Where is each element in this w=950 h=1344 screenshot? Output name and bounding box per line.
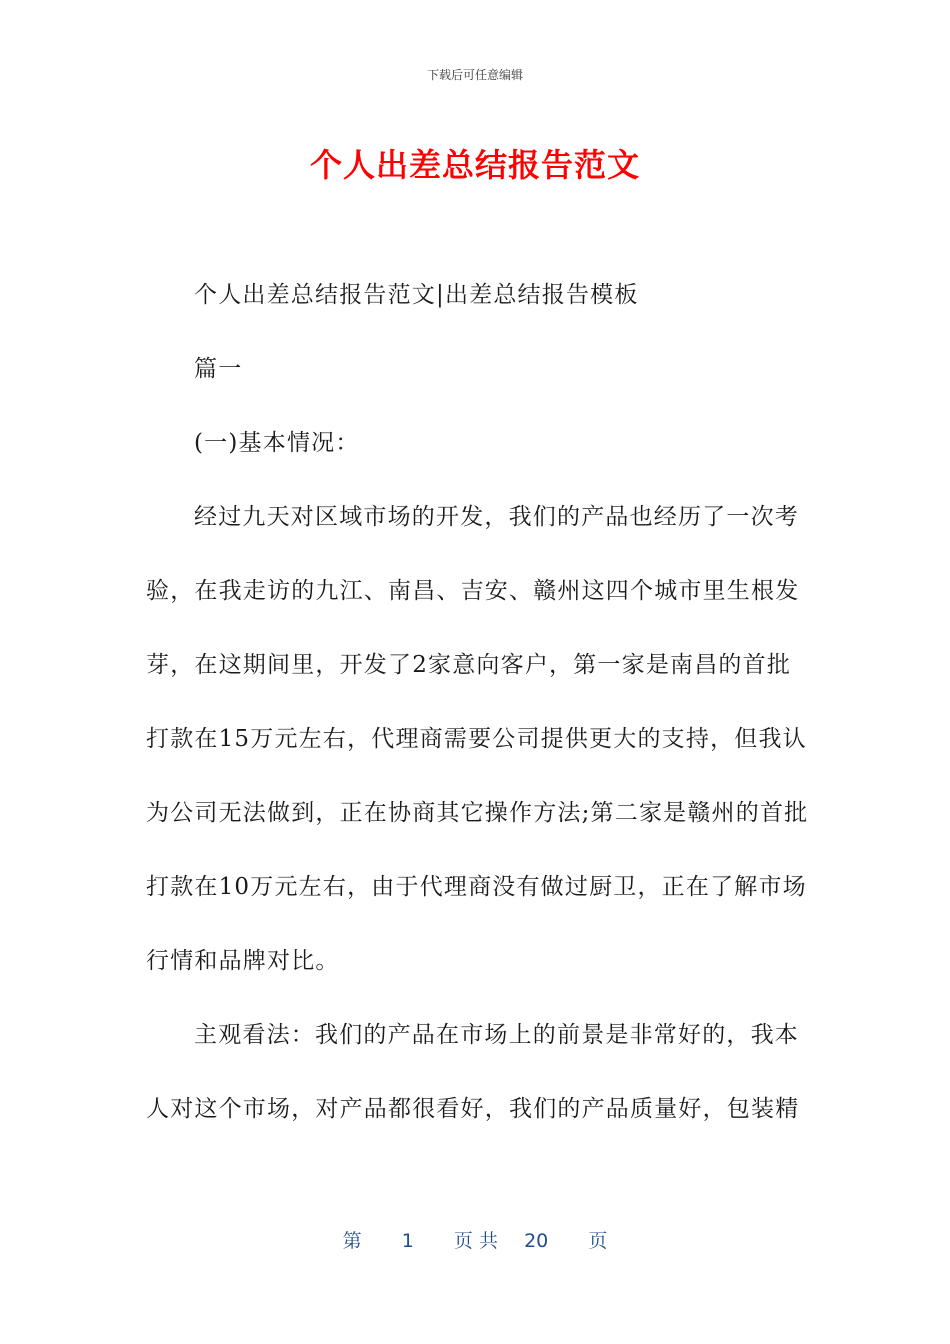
section-heading: 篇一: [194, 356, 243, 382]
paragraph-line: 为公司无法做到，正在协商其它操作方法;第二家是赣州的首批: [146, 800, 809, 826]
subsection-heading: (一)基本情况：: [194, 430, 360, 456]
header-note: 下载后可任意编辑: [426, 68, 523, 82]
total-pages-number: 20: [524, 1230, 549, 1252]
footer-suffix: 页: [588, 1230, 608, 1252]
paragraph-line: 芽，在这期间里，开发了2家意向客户，第一家是南昌的首批: [146, 652, 792, 678]
paragraph-line: 经过九天对区域市场的开发，我们的产品也经历了一次考: [194, 504, 799, 530]
subtitle-line: 个人出差总结报告范文|出差总结报告模板: [194, 282, 639, 308]
paragraph-line: 打款在10万元左右，由于代理商没有做过厨卫，正在了解市场: [146, 874, 807, 900]
current-page-number: 1: [401, 1230, 414, 1252]
footer-mid: 页 共: [453, 1230, 498, 1252]
document-title: 个人出差总结报告范文: [309, 146, 640, 184]
paragraph-line: 主观看法：我们的产品在市场上的前景是非常好的，我本: [194, 1022, 799, 1048]
paragraph-line: 打款在15万元左右，代理商需要公司提供更大的支持，但我认: [146, 726, 807, 752]
paragraph-line: 行情和品牌对比。: [146, 948, 340, 974]
page-footer: [0, 1226, 950, 1253]
paragraph-line: 人对这个市场，对产品都很看好，我们的产品质量好，包装精: [146, 1096, 800, 1122]
paragraph-line: 验，在我走访的九江、南昌、吉安、赣州这四个城市里生根发: [146, 578, 800, 604]
footer-prefix: 第: [342, 1230, 362, 1252]
